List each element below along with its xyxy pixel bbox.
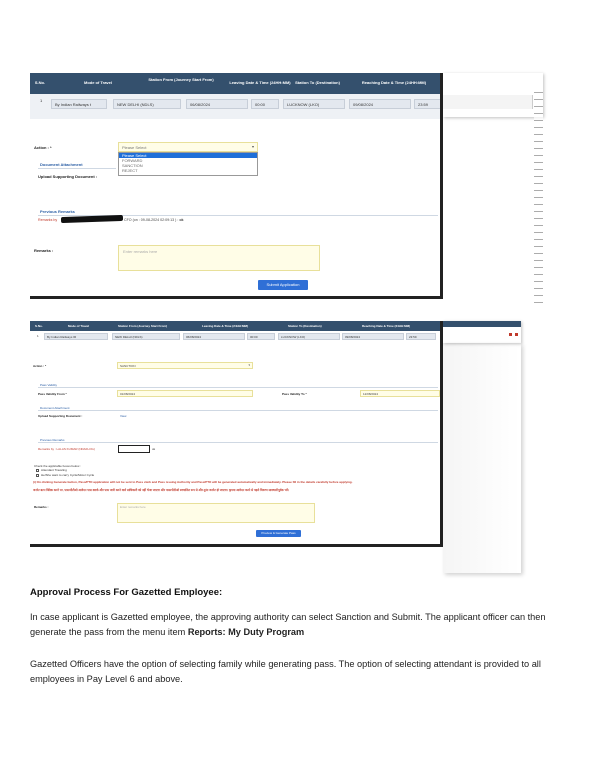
col-from: Station From (Journey Start From) <box>118 324 168 328</box>
previous-remarks-heading: Previous Remarks <box>40 209 75 214</box>
cycle-checkbox-row[interactable] <box>36 473 94 477</box>
reach-time-field[interactable]: 23:59 <box>406 333 436 340</box>
action-select[interactable] <box>117 362 253 369</box>
table-row <box>30 94 443 119</box>
dropdown-option-sanction[interactable]: SANCTION <box>122 163 143 168</box>
remarks-textarea[interactable]: Enter remarks here <box>117 503 315 523</box>
station-to-field[interactable]: LUCKNOW (LKO) <box>278 333 340 340</box>
reach-date-field[interactable]: 09/08/2024 <box>342 333 404 340</box>
reach-date-field[interactable]: 09/08/2024 <box>349 99 411 109</box>
screenshot-shadow-panel <box>443 343 521 573</box>
chevron-down-icon: ▾ <box>248 363 250 367</box>
pass-validity-heading: Pass Validity <box>40 383 57 387</box>
remarks-by-value: ok <box>179 218 184 222</box>
action-select-value: SANCTION <box>120 364 136 368</box>
action-select-value: Please Select <box>122 145 147 150</box>
col-sno: S.No. <box>35 324 43 328</box>
station-to-field[interactable]: LUCKNOW (LKO) <box>283 99 345 109</box>
paragraph-family-option: Gazetted Officers have the option of selecting family while generating pass. The option of selecting attendant is provided to all employees in Pay Level 6 and above. <box>30 659 541 684</box>
redacted-name <box>61 215 123 223</box>
paragraph-gazetted-process <box>30 610 565 640</box>
col-from: Station From (Journey Start From) <box>148 77 214 82</box>
check-intro: Check the applicable boxes below : <box>34 464 82 468</box>
col-mode: Mode of Travel <box>68 324 90 328</box>
station-from-field[interactable]: NEW DELHI (NDLS) <box>112 333 180 340</box>
col-reach: Reaching Date & Time (24HH:MM) <box>362 324 411 328</box>
col-leave: Leaving Date & Time (24HH:MM) <box>202 324 248 328</box>
generate-notice-hindi: जनरेट बटन क्लिक करने पर, पास/पीटीओ आवेदन पास क्लर्क और पास जारी करने वाले प्राधिकारी को नहीं भेजा जाएगा और पास/पीटीओ स्वचालित रूप से और तुरंत जनरेट हो जाएगा। कृपया आवेदन करने से पहले विवरण सावधानीपूर्वक भरें। <box>33 488 289 492</box>
chevron-down-icon: ▾ <box>251 144 254 149</box>
view-document-link[interactable]: View <box>120 414 127 418</box>
travel-table-header <box>30 321 443 331</box>
leave-time-field[interactable]: 00:00 <box>251 99 279 109</box>
close-icon[interactable] <box>515 333 518 336</box>
action-label: Action : * <box>33 364 47 368</box>
screenshot-side-panel <box>443 321 521 343</box>
document-attachment-heading: Document Attachment <box>40 162 83 167</box>
remarks-by-line <box>38 218 57 222</box>
attendant-checkbox[interactable] <box>36 469 39 472</box>
menu-item-reference: Reports: My Duty Program <box>187 627 305 637</box>
validity-from-field[interactable]: 01/08/2024 <box>117 390 253 397</box>
action-dropdown-menu <box>118 152 258 176</box>
mode-select[interactable]: By Indian Railways IR <box>44 333 108 340</box>
document-attachment-heading: Document Attachment <box>40 406 70 410</box>
validity-to-label: Pass Validity To * <box>282 392 307 396</box>
row-sno: 1 <box>37 334 39 338</box>
remarks-label: Remarks : <box>34 505 49 509</box>
screenshot-side-panel <box>443 73 543 117</box>
section-divider <box>38 410 438 411</box>
remarks-by-prefix: Remarks by <box>38 218 58 222</box>
attendant-checkbox-label: Attendant Traveling <box>41 468 67 472</box>
side-panel-field <box>443 95 533 109</box>
col-leave: Leaving Date & Time (24HH:MM) <box>229 80 291 85</box>
remarks-value-box <box>118 445 150 453</box>
validity-to-field[interactable]: 12/08/2024 <box>360 390 440 397</box>
preview-generate-button[interactable]: Preview & Generate Pass <box>256 530 301 537</box>
remarks-textarea[interactable]: Enter remarks here <box>118 245 320 271</box>
remarks-label: Remarks : <box>34 248 54 253</box>
previous-remarks-heading: Previous Remarks <box>40 438 65 442</box>
screenshot-approval-form <box>30 73 443 299</box>
dropdown-option-please-select[interactable]: Please Select <box>119 153 257 158</box>
validity-from-label: Pass Validity From * <box>38 392 67 396</box>
paragraph-text: In case applicant is Gazetted employee, the approving authority can select Sanction and Submit. The applicant officer can then generate the pass from the menu item <box>30 612 546 637</box>
upload-label: Upload Supporting Document : <box>38 414 83 418</box>
mode-select[interactable]: By Indian Railways t <box>51 99 107 109</box>
leave-date-field[interactable]: 06/08/2024 <box>186 99 248 109</box>
col-to: Station To (Destination) <box>295 80 340 85</box>
reach-time-field[interactable]: 23:59 <box>414 99 443 109</box>
remarks-by-line: Remarks by : LALAS KUMAR (NDAFLOG) <box>38 447 95 451</box>
section-divider <box>38 387 438 388</box>
station-from-field[interactable]: NEW DELHI (NDLS) <box>113 99 181 109</box>
row-sno: 1 <box>40 98 43 103</box>
upload-label: Upload Supporting Document : <box>38 174 98 179</box>
section-divider <box>38 168 116 169</box>
close-icon[interactable] <box>509 333 512 336</box>
section-divider <box>38 442 438 443</box>
action-label: Action : * <box>34 145 52 150</box>
screenshot-generate-pass-form <box>30 321 443 547</box>
remarks-by-suffix: CFO (on : 09-08-2024 02:09:13 ) : <box>124 218 179 222</box>
generate-notice-english: (i) On clicking Generate button, Pass/PTO application will not be sent to Pass clerk and Pass issuing Authority and Pass/PTO will be generated automatically and immediately. Please fill in the details carefully before applying. <box>33 480 353 484</box>
cycle-checkbox-label: He/She want to carry Cycle/Motor Cycle <box>41 473 95 477</box>
submit-application-button[interactable]: Submit Application <box>258 280 308 290</box>
travel-table-header <box>30 73 443 94</box>
attendant-checkbox-row[interactable] <box>36 468 67 472</box>
dropdown-option-reject[interactable]: REJECT <box>122 168 138 173</box>
action-select[interactable] <box>118 142 258 152</box>
col-sno: S.No. <box>34 80 46 85</box>
col-to: Station To (Destination) <box>288 324 322 328</box>
cycle-checkbox[interactable] <box>36 474 39 477</box>
col-reach: Reaching Date & Time (24HH:MM) <box>361 80 427 85</box>
remarks-by-detail <box>124 218 184 222</box>
scrollbar-ticks <box>534 86 543 306</box>
leave-time-field[interactable]: 00:00 <box>247 333 275 340</box>
leave-date-field[interactable]: 06/08/2024 <box>183 333 245 340</box>
col-mode: Mode of Travel <box>83 80 112 85</box>
section-heading: Approval Process For Gazetted Employee: <box>30 587 223 598</box>
dropdown-option-forward[interactable]: FORWARD <box>122 158 143 163</box>
remarks-value: ok <box>152 447 156 451</box>
